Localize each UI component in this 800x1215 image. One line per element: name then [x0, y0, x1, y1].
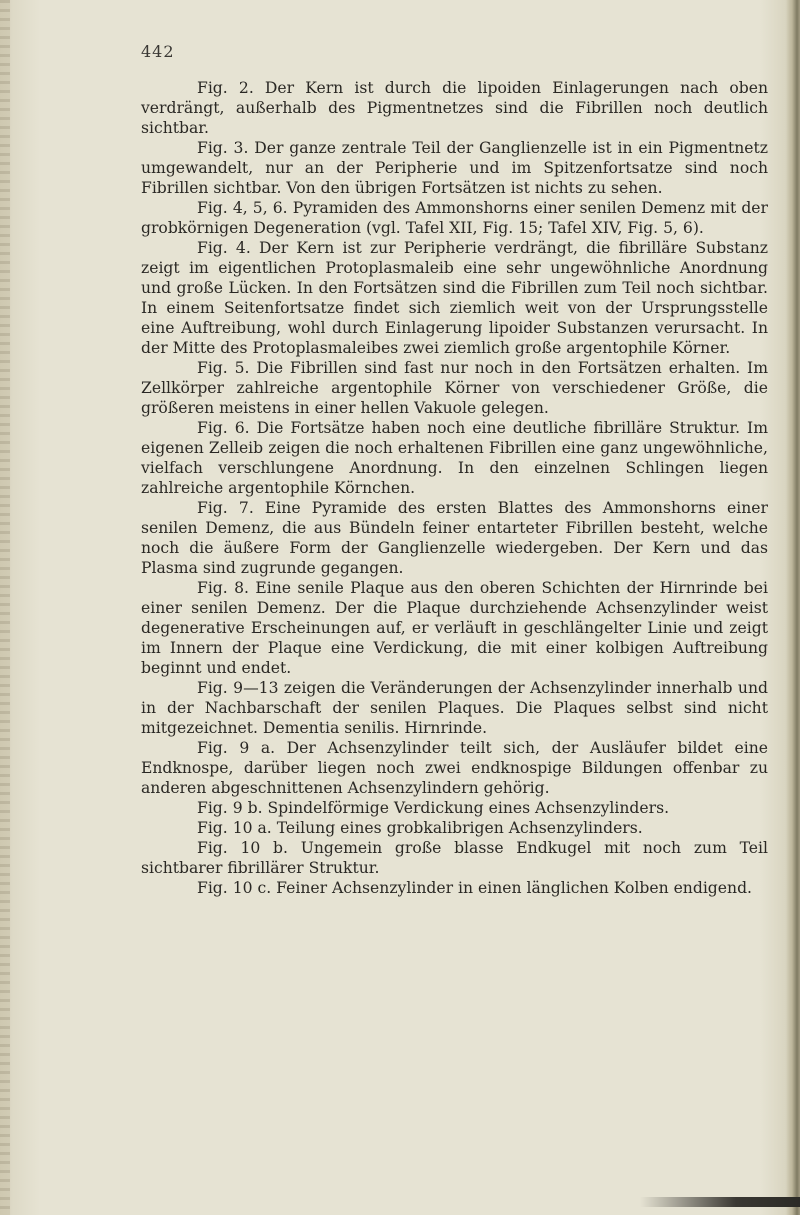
- caption-fig-9a: Fig. 9 a. Der Achsenzylinder teilt sich, der Ausläufer bildet eine Endknospe, darüber liegen noch zwei endknospige Bildungen offenbar zu anderen abgeschnittenen Achsenzylindern gehörig.: [141, 739, 768, 797]
- bottom-edge-shadow: [640, 1197, 800, 1207]
- page-number: 442: [141, 42, 175, 61]
- caption-fig-4-5-6: Fig. 4, 5, 6. Pyramiden des Ammonshorns einer senilen Demenz mit der grobkörnigen Degeneration (vgl. Tafel XII, Fig. 15; Tafel XIV, Fig. 5, 6).: [141, 199, 768, 237]
- caption-fig-10b: Fig. 10 b. Ungemein große blasse Endkugel mit noch zum Teil sichtbarer fibrillärer Struktur.: [141, 839, 768, 877]
- right-page-edge: [786, 0, 800, 1215]
- caption-fig-9-13: Fig. 9—13 zeigen die Veränderungen der Achsenzylinder innerhalb und in der Nachbarschaft der senilen Plaques. Die Plaques selbst sind nicht mitgezeichnet. Dementia senilis. Hirnrinde.: [141, 679, 768, 737]
- left-binding-edge: [0, 0, 10, 1215]
- caption-fig-6: Fig. 6. Die Fortsätze haben noch eine deutliche fibrilläre Struktur. Im eigenen Zelleib zeigen die noch erhaltenen Fibrillen eine ganz ungewöhnliche, vielfach verschlungene Anordnung. In den einzelnen Schlingen liegen zahlreiche argentophile Körnchen.: [141, 419, 768, 497]
- caption-fig-7: Fig. 7. Eine Pyramide des ersten Blattes des Ammonshorns einer senilen Demenz, die aus Bündeln feiner entarteter Fibrillen besteht, welche noch die äußere Form der Ganglienzelle wiedergeben. Der Kern und das Plasma sind zugrunde gegangen.: [141, 499, 768, 577]
- caption-fig-9b: Fig. 9 b. Spindelförmige Verdickung eines Achsenzylinders.: [197, 799, 670, 817]
- caption-fig-2: Fig. 2. Der Kern ist durch die lipoiden Einlagerungen nach oben verdrängt, außerhalb des Pigmentnetzes sind die Fibrillen noch deutlich sichtbar.: [141, 79, 768, 137]
- caption-fig-10a: Fig. 10 a. Teilung eines grobkalibrigen Achsenzylinders.: [197, 819, 643, 837]
- caption-fig-10c: Fig. 10 c. Feiner Achsenzylinder in einen länglichen Kolben endigend.: [197, 879, 753, 897]
- caption-fig-5: Fig. 5. Die Fibrillen sind fast nur noch in den Fortsätzen erhalten. Im Zellkörper zahlreiche argentophile Körner von verschiedener Größe, die größeren meistens in einer hellen Vakuole gelegen.: [141, 359, 768, 417]
- caption-fig-3: Fig. 3. Der ganze zentrale Teil der Ganglienzelle ist in ein Pigmentnetz umgewandelt, nur an der Peripherie und im Spitzenfortsatze sind noch Fibrillen sichtbar. Von den übrigen Fortsätzen ist nichts zu sehen.: [141, 139, 768, 197]
- caption-fig-8: Fig. 8. Eine senile Plaque aus den oberen Schichten der Hirnrinde bei einer senilen Demenz. Der die Plaque durchziehende Achsenzylinder weist degenerative Erscheinungen auf, er verläuft in geschlängelter Linie und zeigt im Innern der Plaque eine Verdickung, die mit einer kolbigen Auftreibung beginnt und endet.: [141, 579, 768, 677]
- figure-captions: [141, 78, 768, 898]
- caption-fig-4: Fig. 4. Der Kern ist zur Peripherie verdrängt, die fibrilläre Substanz zeigt im eigentlichen Protoplasmaleib eine sehr ungewöhnliche Anordnung und große Lücken. In den Fortsätzen sind die Fibrillen zum Teil noch sichtbar. In einem Seitenfortsatze findet sich ziemlich weit von der Ursprungsstelle eine Auftreibung, wohl durch Einlagerung lipoider Substanzen verursacht. In der Mitte des Protoplasmaleibes zwei ziemlich große argentophile Körner.: [141, 239, 768, 357]
